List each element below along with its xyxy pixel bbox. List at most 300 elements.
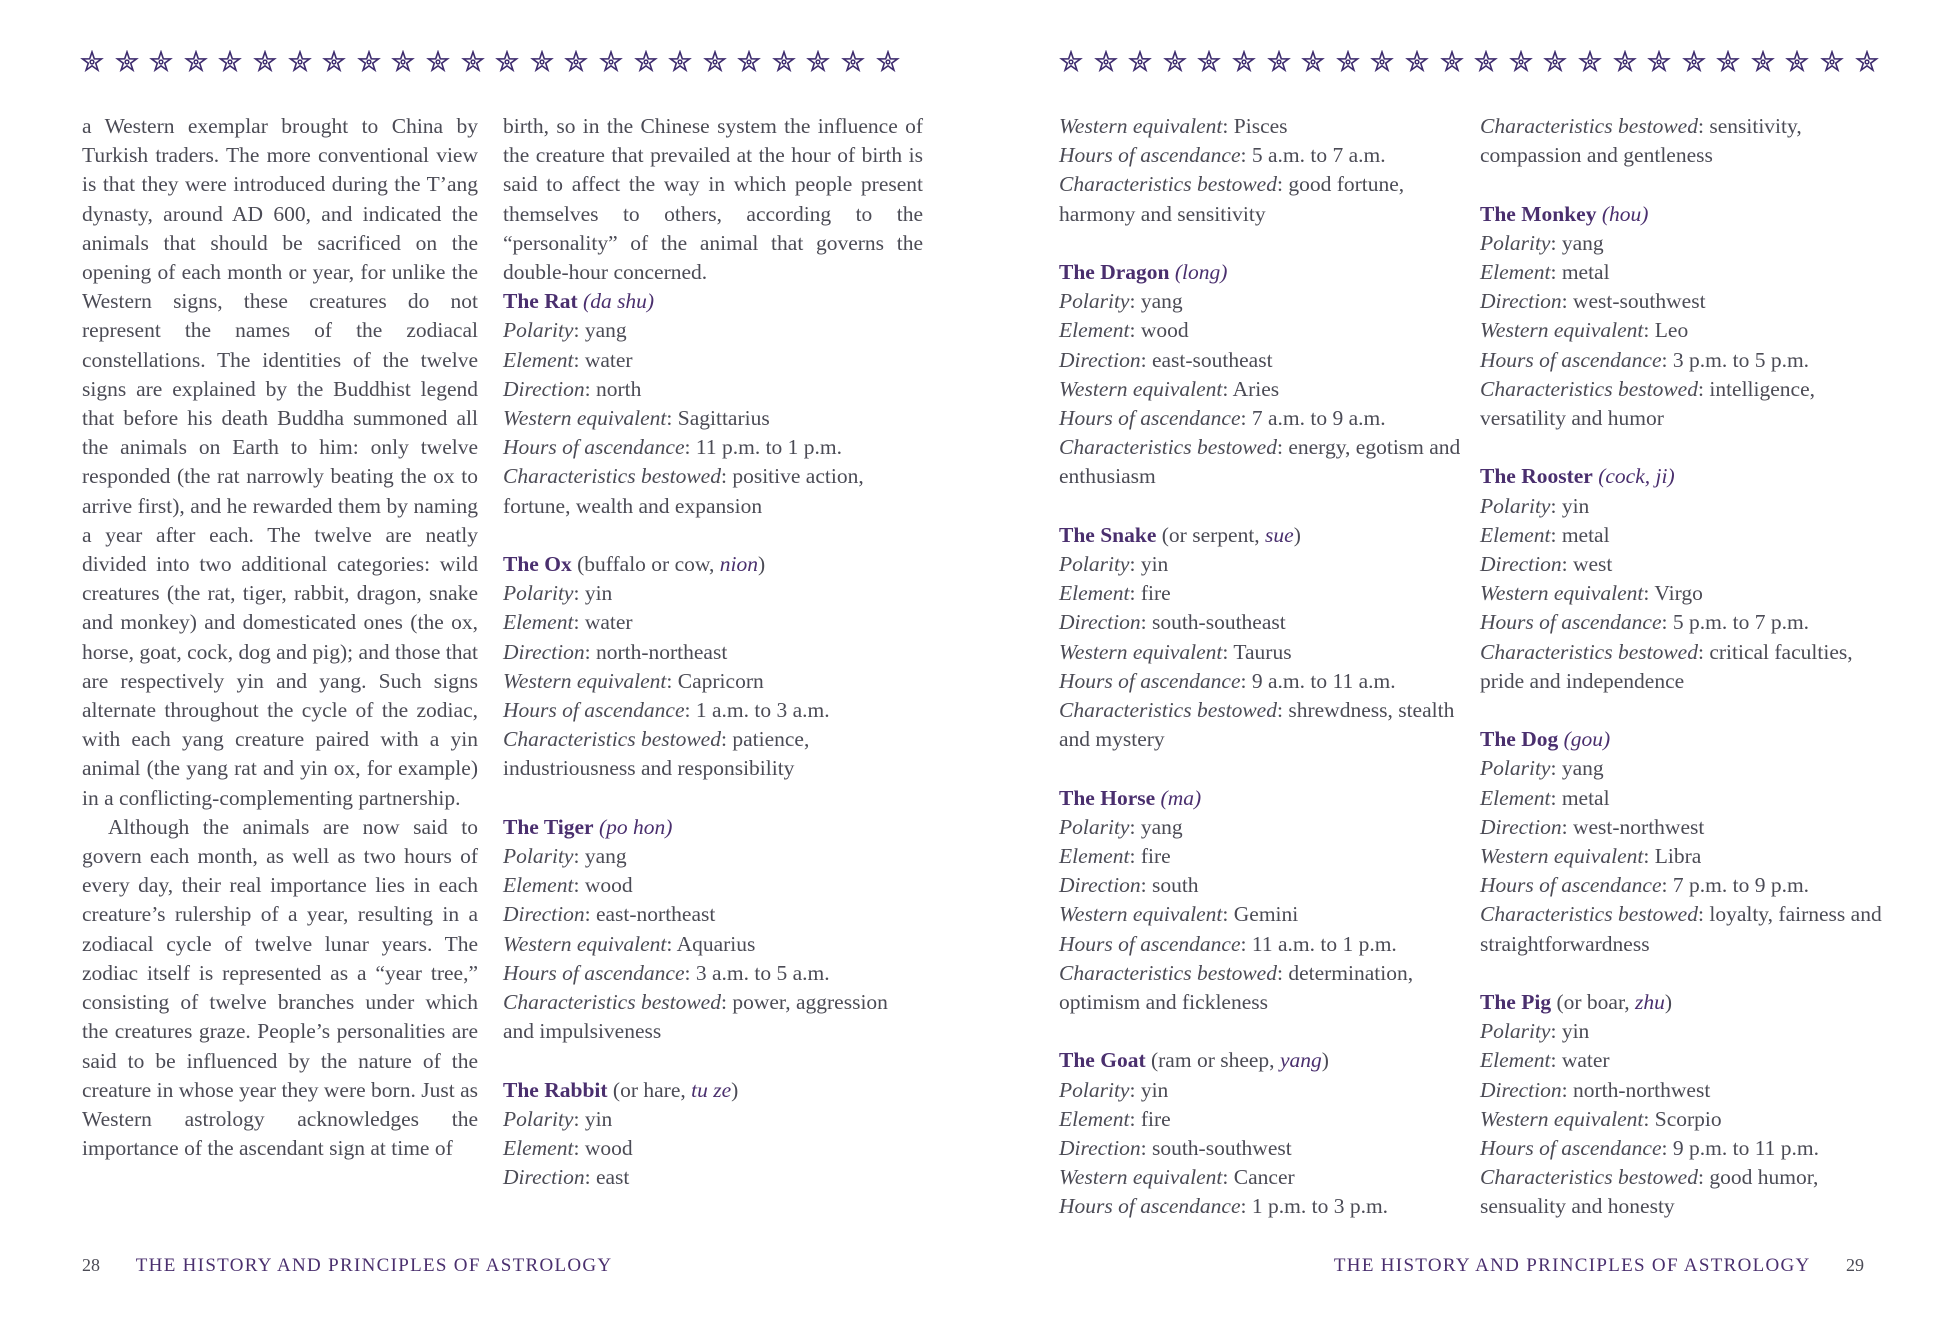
flower-star-ornament-icon (1370, 50, 1394, 74)
animal-alt-name: (long) (1174, 260, 1228, 284)
attr-value: yang (1561, 230, 1604, 255)
attr-label: Element (1059, 1106, 1130, 1131)
flower-star-ornament-icon (461, 50, 485, 74)
attr-direction: Direction: east-northeast (503, 902, 716, 927)
attr-value: yin (1561, 493, 1590, 518)
attr-polarity: Polarity: yang (1059, 289, 1183, 314)
attr-element: Element: water (503, 610, 633, 635)
attr-label: Polarity (503, 844, 574, 869)
attr-characteristics: Characteristics bestowed: good fortune, harmony and sensitivity (1059, 172, 1405, 226)
animal-alt-close: ) (1293, 522, 1301, 547)
flower-star-ornament-icon (530, 50, 554, 74)
flower-star-ornament-icon (1509, 50, 1533, 74)
flower-star-ornament-icon (599, 50, 623, 74)
attr-western: Western equivalent: Leo (1480, 318, 1689, 343)
attr-label: Polarity (1059, 289, 1130, 314)
attr-value: 9 a.m. to 11 a.m. (1251, 668, 1396, 693)
attr-characteristics: Characteristics bestowed: energy, egotism and enthusiasm (1059, 435, 1461, 489)
entry-goat (1059, 1046, 1469, 1221)
body-paragraph: a Western exemplar brought to China by Turkish traders. The more conventional view is that they were introduced during the T’ang dynasty, around AD 600, and indicated the animals that should be sacrificed on the opening of each month or year, for unlike the Western signs, these creatures do not represent the names of the zodiacal constellations. The identities of the twelve signs are explained by the Buddhist legend that before his death Buddha summoned all the animals on Earth to him: only twelve responded (the rat narrowly beating the ox to arrive first), and he rewarded them by naming a year after each. The twelve are neatly divided into two additional categories: wild creatures (the rat, tiger, rabbit, dragon, snake and monkey) and domesticated ones (the ox, horse, goat, cock, dog and pig); and those that are respectively yin and yang. Such signs alternate throughout the cycle of the zodiac, with each yang creature paired with a yin animal (the yang rat and yin ox, for example) in a conflicting-complementing partnership. (82, 114, 478, 810)
attr-element: Element: wood (503, 873, 633, 898)
flower-star-ornament-icon (1543, 50, 1567, 74)
flower-star-ornament-icon (322, 50, 346, 74)
attr-direction: Direction: east-southeast (1059, 347, 1273, 372)
attr-label: Characteristics bestowed (503, 990, 721, 1015)
attr-label: Direction (503, 902, 585, 927)
attr-label: Western equivalent (1480, 844, 1644, 869)
animal-name: The Pig (1480, 990, 1552, 1015)
attr-label: Characteristics bestowed (503, 727, 721, 752)
attr-hours: Hours of ascendance: 7 p.m. to 9 p.m. (1480, 873, 1810, 898)
attr-characteristics: Characteristics bestowed: loyalty, fairness and straightforwardness (1480, 902, 1882, 956)
footer-right (1334, 1255, 1864, 1277)
attr-label: Polarity (1059, 1077, 1130, 1102)
animal-name: The Tiger (503, 814, 594, 839)
attr-label: Western equivalent (1480, 318, 1644, 343)
animal-alt-name: tu ze (691, 1077, 732, 1102)
flower-star-ornament-icon (1578, 50, 1602, 74)
flower-star-ornament-icon (1440, 50, 1464, 74)
entry-title (1480, 462, 1900, 491)
attr-element: Element: metal (1480, 785, 1610, 810)
flower-star-ornament-icon (1336, 50, 1360, 74)
right-page (971, 0, 1942, 1327)
attr-label: Hours of ascendance (1480, 347, 1662, 372)
attr-polarity: Polarity: yin (1480, 493, 1590, 518)
attr-label: Hours of ascendance (1059, 931, 1241, 956)
entry-title (503, 1076, 923, 1105)
animal-alt-open: (or serpent, (1161, 522, 1266, 547)
attr-element: Element: metal (1480, 260, 1610, 284)
animal-alt-name: zhu (1635, 990, 1665, 1015)
attr-value: west-southwest (1572, 289, 1706, 314)
attr-value: west-northwest (1572, 814, 1705, 839)
attr-direction: Direction: north-northeast (503, 639, 728, 664)
attr-polarity: Polarity: yang (1480, 230, 1604, 255)
attr-value: north-northwest (1572, 1077, 1711, 1102)
attr-value: yang (1140, 289, 1183, 314)
attr-label: Characteristics bestowed (1480, 639, 1698, 664)
attr-hours: Hours of ascendance: 11 p.m. to 1 p.m. (503, 435, 843, 460)
attr-value: patience, industriousness and responsibility (503, 727, 810, 781)
attr-characteristics: Characteristics bestowed: intelligence, versatility and humor (1480, 376, 1816, 431)
attr-hours: Hours of ascendance: 9 a.m. to 11 a.m. (1059, 668, 1396, 693)
entry-title (1059, 258, 1469, 287)
attr-label: Characteristics bestowed (1059, 172, 1277, 197)
attr-value: yin (1140, 552, 1169, 577)
attr-value: 9 p.m. to 11 p.m. (1672, 1136, 1820, 1161)
attr-label: Hours of ascendance (1059, 143, 1241, 168)
attr-label: Hours of ascendance (503, 698, 685, 723)
entry-title (1480, 200, 1900, 229)
attr-polarity: Polarity: yin (1059, 552, 1169, 577)
attr-label: Hours of ascendance (1059, 1194, 1241, 1219)
attr-value: north-northeast (595, 639, 728, 664)
attr-direction: Direction: west-northwest (1480, 814, 1705, 839)
attr-value: yin (1140, 1077, 1169, 1102)
flower-star-ornament-icon (737, 50, 761, 74)
attr-label: Element (503, 873, 574, 898)
flower-star-ornament-icon (426, 50, 450, 74)
attr-element: Element: wood (503, 1136, 633, 1161)
attr-value: yin (584, 581, 613, 606)
attr-label: Direction (1059, 347, 1141, 372)
attr-hours: Hours of ascendance: 1 p.m. to 3 p.m. (1059, 1194, 1389, 1219)
flower-star-ornament-icon (80, 50, 104, 74)
attr-characteristics: Characteristics bestowed: power, aggression and impulsiveness (503, 990, 888, 1044)
attr-value: east-northeast (595, 902, 716, 927)
flower-star-ornament-icon (1682, 50, 1706, 74)
animal-alt-close: ) (731, 1077, 739, 1102)
attr-western: Western equivalent: Aquarius (503, 931, 756, 956)
attr-value: sensitivity, compassion and gentleness (1480, 114, 1802, 168)
attr-polarity: Polarity: yang (1059, 814, 1183, 839)
entry-title (503, 287, 923, 316)
flower-star-ornament-icon (1647, 50, 1671, 74)
attr-label: Polarity (1480, 493, 1551, 518)
attr-value: Aries (1232, 376, 1280, 401)
flower-star-ornament-icon (806, 50, 830, 74)
attr-direction: Direction: north-northwest (1480, 1077, 1711, 1102)
attr-value: Virgo (1654, 581, 1703, 606)
attr-value: critical faculties, pride and independence (1480, 639, 1853, 693)
attr-value: yang (584, 318, 627, 343)
attr-western: Western equivalent: Gemini (1059, 902, 1299, 927)
flower-star-ornament-icon (1267, 50, 1291, 74)
attr-hours: Hours of ascendance: 7 a.m. to 9 a.m. (1059, 406, 1386, 431)
attr-hours: Hours of ascendance: 1 a.m. to 3 a.m. (503, 698, 830, 723)
attr-characteristics: Characteristics bestowed: positive action, fortune, wealth and expansion (503, 464, 864, 518)
animal-name: The Rat (503, 289, 578, 314)
attr-value: yang (584, 844, 627, 869)
ornament-border-right (1059, 50, 1879, 86)
animal-name: The Dog (1480, 727, 1559, 752)
entry-title (1480, 988, 1900, 1017)
attr-label: Polarity (1059, 552, 1130, 577)
attr-label: Hours of ascendance (1059, 668, 1241, 693)
attr-label: Hours of ascendance (503, 960, 685, 985)
attr-polarity: Polarity: yang (1480, 756, 1604, 781)
attr-label: Polarity (1059, 814, 1130, 839)
attr-value: Leo (1654, 318, 1689, 343)
attr-hours: Hours of ascendance: 3 p.m. to 5 p.m. (1480, 347, 1810, 372)
attr-value: water (584, 347, 633, 372)
attr-western: Western equivalent: Libra (1480, 844, 1702, 869)
flower-star-ornament-icon (1059, 50, 1083, 74)
attr-western: Western equivalent: Scorpio (1480, 1106, 1722, 1131)
attr-direction: Direction: south-southeast (1059, 610, 1286, 635)
attr-characteristics: Characteristics bestowed: determination, optimism and fickleness (1059, 960, 1414, 1015)
attr-label: Direction (1059, 1136, 1141, 1161)
attr-label: Element (1059, 581, 1130, 606)
running-head: THE HISTORY AND PRINCIPLES OF ASTROLOGY (1333, 1255, 1810, 1276)
flower-star-ornament-icon (876, 50, 900, 74)
attr-polarity: Polarity: yang (503, 318, 627, 343)
attr-value: fire (1140, 1106, 1171, 1131)
flower-star-ornament-icon (1613, 50, 1637, 74)
entry-title (1480, 725, 1900, 754)
animal-alt-open: (or hare, (612, 1077, 692, 1102)
flower-star-ornament-icon (1474, 50, 1498, 74)
attr-value: yin (1561, 1019, 1590, 1044)
attr-western: Western equivalent: Pisces (1059, 114, 1288, 138)
flower-star-ornament-icon (288, 50, 312, 74)
flower-star-ornament-icon (218, 50, 242, 74)
attr-value: 11 a.m. to 1 p.m. (1251, 931, 1397, 956)
attr-label: Direction (503, 639, 585, 664)
attr-value: Taurus (1233, 639, 1292, 664)
attr-label: Characteristics bestowed (1059, 435, 1277, 460)
attr-label: Hours of ascendance (1480, 1136, 1662, 1161)
attr-direction: Direction: south-southwest (1059, 1136, 1292, 1161)
running-head: THE HISTORY AND PRINCIPLES OF ASTROLOGY (135, 1255, 613, 1276)
attr-label: Western equivalent (1480, 581, 1644, 606)
animal-alt-name: (da shu) (583, 289, 655, 314)
entry-pig (1480, 988, 1900, 1222)
attr-element: Element: metal (1480, 522, 1610, 547)
flower-star-ornament-icon (564, 50, 588, 74)
attr-value: south-southeast (1151, 610, 1286, 635)
attr-label: Polarity (503, 318, 574, 343)
entry-goat-continued (1480, 112, 1900, 170)
entry-horse (1059, 784, 1469, 1018)
attr-label: Element (503, 610, 574, 635)
entry-title (503, 813, 923, 842)
attr-element: Element: fire (1059, 844, 1171, 869)
flower-star-ornament-icon (1785, 50, 1809, 74)
attr-value: Aquarius (676, 931, 756, 956)
animal-alt-open: (ram or sheep, (1150, 1048, 1280, 1073)
attr-characteristics: Characteristics bestowed: critical faculties, pride and independence (1480, 639, 1853, 693)
attr-value: Libra (1654, 844, 1702, 869)
flower-star-ornament-icon (115, 50, 139, 74)
attr-value: water (584, 610, 633, 635)
animal-alt-close: ) (758, 552, 766, 577)
attr-value: east-southeast (1151, 347, 1273, 372)
flower-star-ornament-icon (1405, 50, 1429, 74)
attr-hours: Hours of ascendance: 3 a.m. to 5 a.m. (503, 960, 830, 985)
flower-star-ornament-icon (1301, 50, 1325, 74)
attr-value: 3 p.m. to 5 p.m. (1672, 347, 1810, 372)
animal-name: The Rabbit (503, 1077, 608, 1102)
attr-label: Element (1480, 522, 1551, 547)
attr-value: intelligence, versatility and humor (1480, 376, 1816, 431)
attr-element: Element: fire (1059, 1106, 1171, 1131)
attr-label: Polarity (1480, 756, 1551, 781)
attr-value: west (1572, 552, 1613, 577)
animal-alt-name: (gou) (1563, 727, 1611, 752)
attr-polarity: Polarity: yin (503, 581, 613, 606)
entry-monkey (1480, 200, 1900, 434)
attr-label: Element (1059, 318, 1130, 343)
attr-label: Element (503, 347, 574, 372)
flower-star-ornament-icon (495, 50, 519, 74)
attr-characteristics: Characteristics bestowed: good humor, sensuality and honesty (1480, 1165, 1819, 1219)
footer-left (82, 1255, 612, 1277)
attr-direction: Direction: east (503, 1165, 630, 1190)
attr-value: yang (1140, 814, 1183, 839)
attr-value: south-southwest (1151, 1136, 1292, 1161)
animal-alt-close: ) (1321, 1048, 1329, 1073)
flower-star-ornament-icon (1094, 50, 1118, 74)
flower-star-ornament-icon (703, 50, 727, 74)
entry-title (1059, 784, 1469, 813)
attr-western: Western equivalent: Sagittarius (503, 406, 770, 431)
flower-star-ornament-icon (1128, 50, 1152, 74)
ornament-border-left (80, 50, 900, 86)
flower-star-ornament-icon (841, 50, 865, 74)
animal-name: The Snake (1059, 522, 1157, 547)
attr-label: Direction (1480, 289, 1562, 314)
entry-title (1059, 1046, 1469, 1075)
attr-value: metal (1561, 522, 1610, 547)
attr-value: loyalty, fairness and straightforwardness (1480, 902, 1882, 956)
flower-star-ornament-icon (149, 50, 173, 74)
flower-star-ornament-icon (1716, 50, 1740, 74)
attr-element: Element: fire (1059, 581, 1171, 606)
attr-label: Element (1480, 1048, 1551, 1073)
attr-label: Direction (1480, 552, 1562, 577)
attr-label: Direction (1480, 814, 1562, 839)
flower-star-ornament-icon (772, 50, 796, 74)
flower-star-ornament-icon (1820, 50, 1844, 74)
body-paragraph: Although the animals are now said to govern each month, as well as two hours of every day, their real importance lies in each creature’s rulership of a year, resulting in a zodiacal cycle of twelve lunar years. The zodiac itself is represented as a “year tree,” consisting of twelve branches under which the creatures graze. People’s personalities are said to be influenced by the nature of the creature in whose year they were born. Just as Western astrology acknowledges the importance of the ascendant sign at time of (82, 814, 478, 1161)
flower-star-ornament-icon (391, 50, 415, 74)
animal-alt-name: (hou) (1601, 201, 1649, 226)
attr-value: Pisces (1233, 114, 1288, 138)
attr-value: wood (584, 873, 633, 898)
attr-label: Direction (503, 376, 585, 401)
attr-label: Hours of ascendance (1480, 610, 1662, 635)
attr-label: Western equivalent (503, 406, 667, 431)
attr-hours: Hours of ascendance: 11 a.m. to 1 p.m. (1059, 931, 1397, 956)
attr-polarity: Polarity: yin (1480, 1019, 1590, 1044)
left-column-1 (82, 112, 478, 1163)
attr-element: Element: water (1480, 1048, 1610, 1073)
attr-label: Western equivalent (1059, 376, 1223, 401)
attr-polarity: Polarity: yin (503, 1106, 613, 1131)
attr-value: wood (1140, 318, 1189, 343)
entry-ox (503, 550, 923, 784)
entry-title (503, 550, 923, 579)
animal-alt-close: ) (1664, 990, 1673, 1015)
attr-value: Scorpio (1654, 1106, 1722, 1131)
right-column-1 (1059, 112, 1469, 1251)
page-number: 29 (1846, 1255, 1864, 1275)
attr-characteristics: Characteristics bestowed: sensitivity, compassion and gentleness (1480, 114, 1802, 168)
attr-label: Characteristics bestowed (1480, 1165, 1698, 1190)
attr-label: Western equivalent (503, 931, 667, 956)
animal-alt-open: (buffalo or cow, (577, 552, 720, 577)
attr-label: Characteristics bestowed (503, 464, 721, 489)
attr-label: Western equivalent (503, 668, 667, 693)
attr-value: yang (1561, 756, 1604, 781)
attr-value: Cancer (1233, 1165, 1295, 1190)
attr-label: Characteristics bestowed (1480, 902, 1698, 927)
attr-value: 7 p.m. to 9 p.m. (1672, 873, 1810, 898)
attr-value: 11 p.m. to 1 p.m. (695, 435, 843, 460)
attr-label: Polarity (503, 1106, 574, 1131)
entry-title (1059, 521, 1469, 550)
flower-star-ornament-icon (184, 50, 208, 74)
attr-value: water (1561, 1048, 1610, 1073)
animal-alt-name: (po hon) (598, 814, 673, 839)
attr-value: 1 a.m. to 3 a.m. (695, 698, 830, 723)
attr-value: energy, egotism and enthusiasm (1059, 435, 1461, 489)
attr-label: Element (1480, 260, 1551, 284)
attr-hours: Hours of ascendance: 5 a.m. to 7 a.m. (1059, 143, 1386, 168)
attr-label: Hours of ascendance (503, 435, 685, 460)
attr-western: Western equivalent: Taurus (1059, 639, 1292, 664)
animal-alt-name: nion (719, 552, 759, 577)
flower-star-ornament-icon (357, 50, 381, 74)
attr-label: Hours of ascendance (1059, 406, 1241, 431)
flower-star-ornament-icon (1855, 50, 1879, 74)
attr-direction: Direction: south (1059, 873, 1199, 898)
attr-hours: Hours of ascendance: 9 p.m. to 11 p.m. (1480, 1136, 1820, 1161)
attr-value: wood (584, 1136, 633, 1161)
attr-value: Capricorn (677, 668, 764, 693)
attr-characteristics: Characteristics bestowed: patience, industriousness and responsibility (503, 727, 810, 781)
attr-label: Hours of ascendance (1480, 873, 1662, 898)
entry-dog (1480, 725, 1900, 959)
page-number: 28 (82, 1255, 100, 1275)
attr-value: 5 a.m. to 7 a.m. (1251, 143, 1386, 168)
entry-dragon (1059, 258, 1469, 492)
attr-label: Characteristics bestowed (1480, 114, 1698, 138)
attr-value: positive action, fortune, wealth and expansion (503, 464, 864, 518)
attr-hours: Hours of ascendance: 5 p.m. to 7 p.m. (1480, 610, 1810, 635)
attr-value: determination, optimism and fickleness (1059, 960, 1414, 1015)
attr-characteristics: Characteristics bestowed: shrewdness, stealth and mystery (1059, 698, 1455, 752)
attr-label: Polarity (1480, 1019, 1551, 1044)
animal-name: The Rooster (1480, 464, 1593, 489)
attr-western: Western equivalent: Aries (1059, 376, 1280, 401)
flower-star-ornament-icon (1163, 50, 1187, 74)
attr-direction: Direction: north (503, 376, 642, 401)
attr-label: Western equivalent (1480, 1106, 1644, 1131)
attr-polarity: Polarity: yin (1059, 1077, 1169, 1102)
animal-alt-open: (or boar, (1556, 990, 1635, 1015)
flower-star-ornament-icon (1751, 50, 1775, 74)
attr-value: 5 p.m. to 7 p.m. (1672, 610, 1810, 635)
attr-label: Direction (1480, 1077, 1562, 1102)
attr-value: Gemini (1233, 902, 1299, 927)
attr-label: Western equivalent (1059, 902, 1223, 927)
flower-star-ornament-icon (668, 50, 692, 74)
attr-value: metal (1561, 785, 1610, 810)
animal-name: The Dragon (1059, 260, 1170, 284)
attr-label: Element (1059, 844, 1130, 869)
attr-label: Western equivalent (1059, 114, 1223, 138)
animal-name: The Goat (1059, 1048, 1146, 1073)
entry-rabbit-continued (1059, 112, 1469, 229)
animal-alt-name: (ma) (1160, 785, 1202, 810)
body-paragraph: birth, so in the Chinese system the influence of the creature that prevailed at the hour of birth is said to affect the way in which people present themselves to others, according to the “personality” of the animal that governs the double-hour concerned. (503, 114, 923, 285)
attr-label: Element (1480, 785, 1551, 810)
attr-element: Element: water (503, 347, 633, 372)
animal-alt-name: yang (1279, 1048, 1322, 1073)
attr-value: fire (1140, 844, 1171, 869)
attr-value: 1 p.m. to 3 p.m. (1251, 1194, 1389, 1219)
attr-label: Characteristics bestowed (1059, 698, 1277, 723)
attr-western: Western equivalent: Cancer (1059, 1165, 1295, 1190)
attr-value: shrewdness, stealth and mystery (1059, 698, 1455, 752)
attr-label: Direction (1059, 610, 1141, 635)
entry-snake (1059, 521, 1469, 755)
attr-label: Polarity (503, 581, 574, 606)
attr-label: Direction (1059, 873, 1141, 898)
